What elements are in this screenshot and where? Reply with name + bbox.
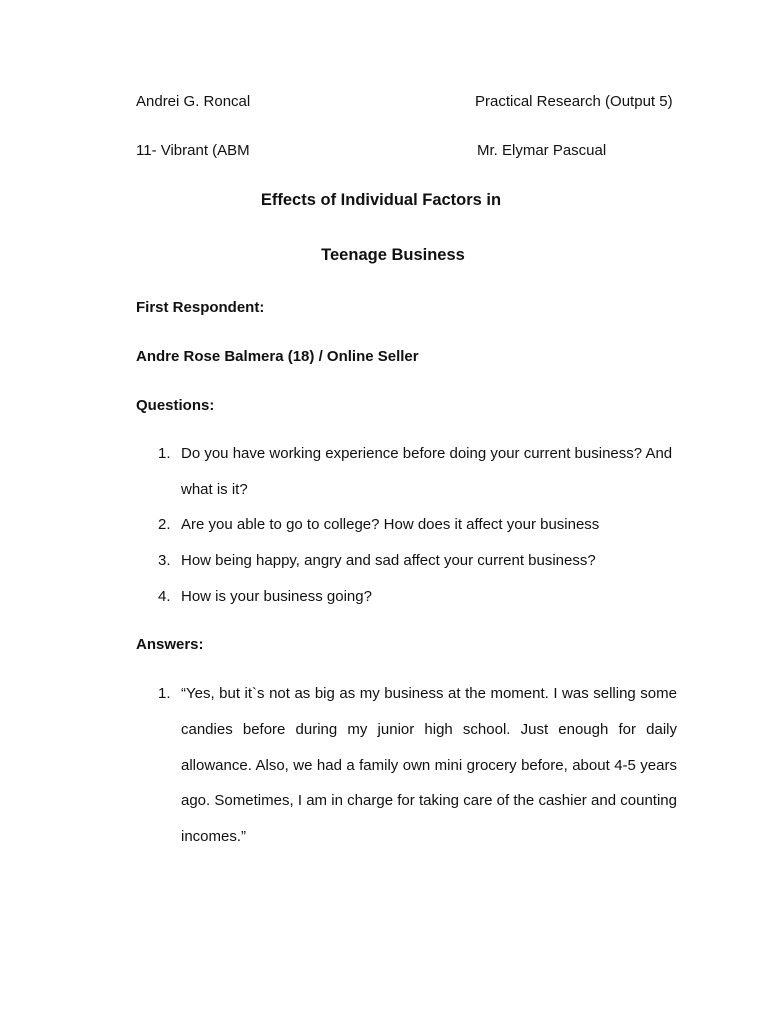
course-title: Practical Research (Output 5) [475, 93, 673, 110]
section-name: 11- Vibrant (ABM [136, 142, 250, 159]
question-text: Do you have working experience before doing your current business? And what is it? [181, 445, 673, 498]
respondent-name: Andre Rose Balmera (18) / Online Seller [136, 348, 419, 365]
question-item [0, 516, 768, 536]
question-item [0, 588, 768, 608]
question-number: 2. [158, 516, 171, 533]
teacher-name: Mr. Elymar Pascual [477, 142, 607, 159]
respondent-label: First Respondent: [136, 299, 265, 316]
question-number: 4. [158, 588, 171, 605]
document-title-line-2: Teenage Business [321, 246, 465, 264]
answer-item [0, 685, 768, 846]
question-item [0, 445, 768, 498]
questions-heading: Questions: [136, 397, 215, 414]
question-text: Are you able to go to college? How does it affect your business [181, 516, 600, 533]
question-number: 1. [158, 445, 171, 462]
question-text: How is your business going? [181, 588, 372, 605]
answer-number: 1. [158, 685, 171, 702]
document-title-line-1: Effects of Individual Factors in [260, 191, 502, 209]
answers-heading: Answers: [136, 636, 204, 653]
answer-text: “Yes, but it`s not as big as my business at the moment. I was selling some candies before during my junior high school. Just enough for daily allowance. Also, we had a family own mini grocery before, about 4-5 years ago. Sometimes, I am in charge for taking care of the cashier and counting incomes.” [181, 685, 677, 846]
question-text: How being happy, angry and sad affect your current business? [181, 552, 596, 569]
question-number: 3. [158, 552, 171, 569]
author-name: Andrei G. Roncal [136, 93, 251, 110]
question-item [0, 552, 768, 572]
